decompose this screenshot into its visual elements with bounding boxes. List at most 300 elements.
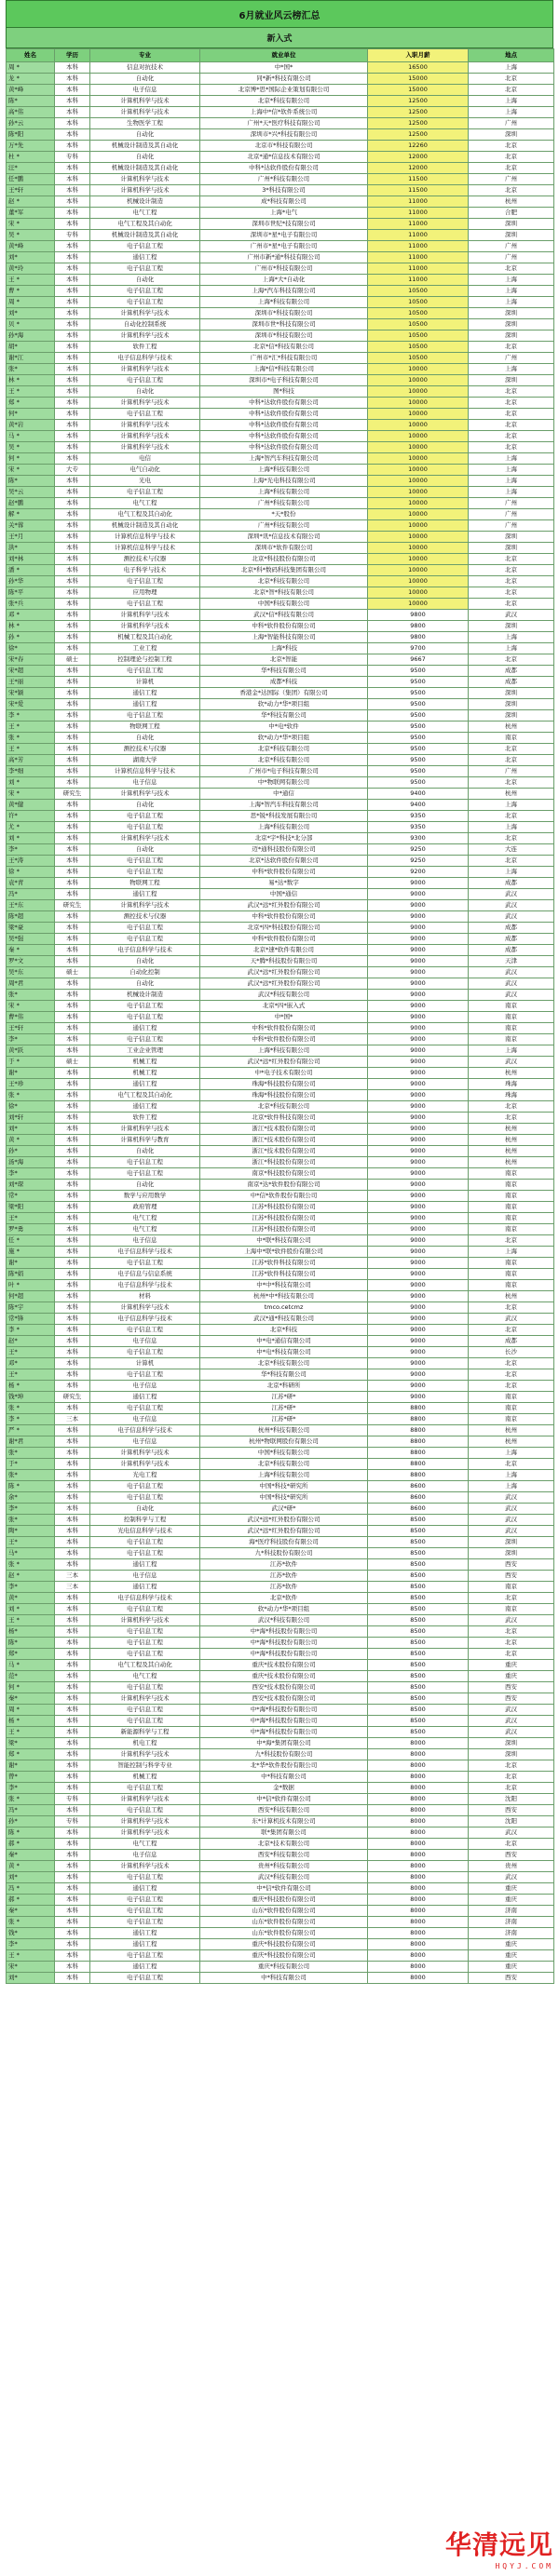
cell-employer: 中国*科技*研究所 <box>200 1481 368 1492</box>
cell-location: 南京 <box>469 1224 554 1235</box>
cell-degree: 本科 <box>55 1693 90 1705</box>
cell-location: 长沙 <box>469 1347 554 1358</box>
table-row <box>7 431 554 442</box>
cell-location: 南京 <box>469 1604 554 1615</box>
cell-salary: 9000 <box>368 1045 469 1057</box>
table-row <box>7 1101 554 1113</box>
section-title: 新入式 <box>6 28 553 48</box>
table-row <box>7 1358 554 1369</box>
cell-major: 电子信息工程 <box>90 1649 200 1660</box>
cell-salary: 8500 <box>368 1693 469 1705</box>
cell-name: 郝 * <box>7 1839 55 1850</box>
table-row <box>7 1124 554 1135</box>
cell-major: 电子信息工程 <box>90 409 200 420</box>
cell-salary: 10000 <box>368 453 469 465</box>
cell-major: 计算机科学与技术 <box>90 185 200 196</box>
cell-major: 计算机科学与技术 <box>90 1827 200 1839</box>
table-row <box>7 699 554 710</box>
table-row <box>7 1582 554 1593</box>
cell-degree: 本科 <box>55 811 90 822</box>
cell-major: 计算机科学与技术 <box>90 442 200 453</box>
cell-employer: 中科*软件股份有限公司 <box>200 911 368 923</box>
cell-name: 王*月 <box>7 532 55 543</box>
cell-major: 计算机科学与技术 <box>90 1749 200 1760</box>
cell-name: 汪* <box>7 163 55 174</box>
cell-location: 上海 <box>469 1247 554 1258</box>
cell-major: 电子信息工程 <box>90 1716 200 1727</box>
cell-degree: 本科 <box>55 163 90 174</box>
cell-salary: 9400 <box>368 800 469 811</box>
cell-name: 张*兵 <box>7 599 55 610</box>
cell-degree: 本科 <box>55 1906 90 1917</box>
cell-degree: 本科 <box>55 1168 90 1180</box>
cell-major: 通信工程 <box>90 1101 200 1113</box>
cell-name: 曹 * <box>7 286 55 297</box>
cell-degree: 本科 <box>55 688 90 699</box>
cell-degree: 本科 <box>55 330 90 342</box>
table-row <box>7 152 554 163</box>
cell-location: 上海 <box>469 275 554 286</box>
cell-name: 万*先 <box>7 141 55 152</box>
cell-location: 北京 <box>469 1760 554 1772</box>
cell-salary: 9500 <box>368 677 469 688</box>
cell-major: 光电 <box>90 476 200 487</box>
cell-salary: 9000 <box>368 1369 469 1381</box>
cell-location: 武汉 <box>469 900 554 911</box>
table-row <box>7 1906 554 1917</box>
cell-major: 电子信息工程 <box>90 1492 200 1504</box>
cell-employer: 深圳市世纪*技有限公司 <box>200 219 368 230</box>
cell-location: 北京 <box>469 1638 554 1649</box>
cell-name: 黄* <box>7 1593 55 1604</box>
table-row <box>7 129 554 141</box>
cell-degree: 本科 <box>55 1537 90 1548</box>
cell-major: 智能控制与科学专业 <box>90 1760 200 1772</box>
cell-employer: 重庆*科技有限公司 <box>200 1962 368 1973</box>
cell-degree: 本科 <box>55 543 90 554</box>
table-row <box>7 196 554 208</box>
cell-location: 南京 <box>469 1001 554 1012</box>
cell-employer: 北京*科技有限公司 <box>200 1101 368 1113</box>
cell-degree: 本科 <box>55 1470 90 1481</box>
cell-employer: 中*海*科技股份有限公司 <box>200 1626 368 1638</box>
table-row <box>7 1962 554 1973</box>
cell-location: 深圳 <box>469 688 554 699</box>
cell-employer: 广州市*星*电子有限公司 <box>200 241 368 252</box>
cell-location: 上海 <box>469 1045 554 1057</box>
cell-employer: 中科*达软件股份有限公司 <box>200 442 368 453</box>
cell-name: 王 * <box>7 1950 55 1962</box>
cell-major: 电子信息工程 <box>90 811 200 822</box>
cell-degree: 本科 <box>55 777 90 789</box>
cell-name: 刘*林 <box>7 554 55 565</box>
cell-employer: 九*科技股份有限公司 <box>200 1749 368 1760</box>
cell-location: 南京 <box>469 1023 554 1034</box>
table-row <box>7 1146 554 1157</box>
cell-name: 黄 * <box>7 1861 55 1872</box>
cell-name: 于* <box>7 1459 55 1470</box>
cell-major: 电子信息工程 <box>90 1001 200 1012</box>
cell-employer: 中*信*软件股份有限公司 <box>200 1191 368 1202</box>
table-row <box>7 1459 554 1470</box>
cell-employer: 中科*软件股份有限公司 <box>200 621 368 632</box>
cell-salary: 10000 <box>368 465 469 476</box>
cell-major: 计算机信息科学与技术 <box>90 543 200 554</box>
cell-location: 杭州 <box>469 1135 554 1146</box>
cell-major: 电子信息工程 <box>90 666 200 677</box>
cell-name: 叶 * <box>7 1280 55 1291</box>
cell-name: 李*细 <box>7 766 55 777</box>
cell-employer: 中国*科技*研究所 <box>200 1492 368 1504</box>
cell-employer: 中*电子技术有限公司 <box>200 1068 368 1079</box>
header-location: 地点 <box>469 49 554 62</box>
cell-employer: 西安*技术股份有限公司 <box>200 1693 368 1705</box>
cell-employer: 深圳市世*科技有限公司 <box>200 319 368 330</box>
cell-degree: 本科 <box>55 1671 90 1682</box>
table-row <box>7 498 554 509</box>
cell-degree: 本科 <box>55 1492 90 1504</box>
cell-employer: 深圳市*电子科技有限公司 <box>200 375 368 386</box>
cell-degree: 本科 <box>55 1638 90 1649</box>
cell-location: 深圳 <box>469 319 554 330</box>
cell-salary: 8500 <box>368 1638 469 1649</box>
cell-degree: 大专 <box>55 465 90 476</box>
cell-salary: 8000 <box>368 1861 469 1872</box>
cell-salary: 10000 <box>368 375 469 386</box>
cell-salary: 8500 <box>368 1682 469 1693</box>
cell-employer: 江苏*研* <box>200 1392 368 1403</box>
cell-name: 王*涛 <box>7 856 55 867</box>
cell-salary: 8000 <box>368 1906 469 1917</box>
cell-location: 北京 <box>469 1783 554 1794</box>
cell-degree: 本科 <box>55 509 90 520</box>
cell-degree: 本科 <box>55 409 90 420</box>
cell-degree: 本科 <box>55 96 90 107</box>
cell-name: 李* <box>7 844 55 856</box>
cell-salary: 8500 <box>368 1727 469 1738</box>
cell-name: 贝 * <box>7 319 55 330</box>
table-row <box>7 1436 554 1448</box>
cell-location: 成都 <box>469 934 554 945</box>
cell-location: 南京 <box>469 1012 554 1023</box>
cell-salary: 8000 <box>368 1794 469 1805</box>
cell-location: 武汉 <box>469 1504 554 1515</box>
cell-degree: 本科 <box>55 1012 90 1023</box>
cell-name: 孙*海 <box>7 330 55 342</box>
cell-location: 珠海 <box>469 1090 554 1101</box>
cell-employer: 成都*科技 <box>200 677 368 688</box>
table-row <box>7 107 554 118</box>
cell-location: 广州 <box>469 498 554 509</box>
table-row <box>7 1839 554 1850</box>
cell-location: 上海 <box>469 107 554 118</box>
cell-employer: 广州市*科技有限公司 <box>200 263 368 275</box>
cell-salary: 8000 <box>368 1772 469 1783</box>
table-row <box>7 476 554 487</box>
cell-location: 北京 <box>469 431 554 442</box>
table-row <box>7 141 554 152</box>
cell-degree: 本科 <box>55 733 90 744</box>
table-row <box>7 364 554 375</box>
cell-name: 王 * <box>7 386 55 398</box>
cell-employer: 上海*信*科技有限公司 <box>200 364 368 375</box>
cell-degree: 本科 <box>55 1381 90 1392</box>
cell-name: 刘* <box>7 1124 55 1135</box>
cell-employer: 山东*软件股份有限公司 <box>200 1917 368 1928</box>
cell-major: 电气工程及其自动化 <box>90 1090 200 1101</box>
table-row <box>7 342 554 353</box>
cell-name: 宋 * <box>7 465 55 476</box>
cell-salary: 8500 <box>368 1615 469 1626</box>
table-row <box>7 1895 554 1906</box>
cell-name: 宋 * <box>7 1001 55 1012</box>
spreadsheet <box>6 0 553 1984</box>
table-row <box>7 1593 554 1604</box>
cell-name: 张* <box>7 1470 55 1481</box>
cell-employer: 中科*达软件股份有限公司 <box>200 420 368 431</box>
table-row <box>7 1716 554 1727</box>
cell-major: 应用物理 <box>90 587 200 599</box>
cell-degree: 本科 <box>55 1045 90 1057</box>
cell-name: 梁* <box>7 1738 55 1749</box>
cell-location: 上海 <box>469 867 554 878</box>
cell-major: 电子信息工程 <box>90 923 200 934</box>
cell-major: 电子信息工程 <box>90 1034 200 1045</box>
cell-salary: 11000 <box>368 263 469 275</box>
table-row <box>7 1571 554 1582</box>
cell-salary: 10000 <box>368 498 469 509</box>
cell-employer: 中科*达软件股份有限公司 <box>200 163 368 174</box>
cell-major: 新能源科学与工程 <box>90 1727 200 1738</box>
cell-location: 上海 <box>469 822 554 833</box>
cell-major: 电子信息科学与技术 <box>90 1314 200 1325</box>
header-salary: 入职月薪 <box>368 49 469 62</box>
cell-location: 北京 <box>469 342 554 353</box>
table-row <box>7 1973 554 1984</box>
cell-degree: 本科 <box>55 1738 90 1749</box>
cell-salary: 9000 <box>368 1213 469 1224</box>
cell-degree: 本科 <box>55 364 90 375</box>
cell-degree: 本科 <box>55 844 90 856</box>
cell-salary: 9000 <box>368 1101 469 1113</box>
cell-name: 张 * <box>7 1559 55 1571</box>
cell-degree: 本科 <box>55 599 90 610</box>
cell-degree: 本科 <box>55 1157 90 1168</box>
cell-employer: 北京*技术有限公司 <box>200 1839 368 1850</box>
cell-major: 电气自动化 <box>90 465 200 476</box>
cell-degree: 硕士 <box>55 1057 90 1068</box>
cell-salary: 8500 <box>368 1571 469 1582</box>
cell-name: 冯* <box>7 889 55 900</box>
cell-employer: 上海*科技 <box>200 643 368 654</box>
cell-name: 何* <box>7 409 55 420</box>
cell-location: 重庆 <box>469 1660 554 1671</box>
cell-name: 梁*阳 <box>7 1202 55 1213</box>
cell-name: 刘* <box>7 308 55 319</box>
cell-major: 电子信息工程 <box>90 1347 200 1358</box>
cell-degree: 本科 <box>55 1615 90 1626</box>
cell-salary: 10500 <box>368 319 469 330</box>
cell-degree: 本科 <box>55 1180 90 1191</box>
cell-location: 深圳 <box>469 1738 554 1749</box>
cell-degree: 本科 <box>55 800 90 811</box>
cell-employer: 上海*科技有限公司 <box>200 1470 368 1481</box>
cell-name: 孙*云 <box>7 118 55 129</box>
cell-major: 计算机科学与技术 <box>90 96 200 107</box>
cell-major: 电子信息工程 <box>90 1325 200 1336</box>
cell-location: 北京 <box>469 599 554 610</box>
header-row <box>7 49 554 62</box>
cell-salary: 9667 <box>368 654 469 666</box>
cell-salary: 9500 <box>368 666 469 677</box>
table-row <box>7 800 554 811</box>
cell-location: 武汉 <box>469 1727 554 1738</box>
cell-degree: 本科 <box>55 1358 90 1369</box>
cell-location: 北京 <box>469 1358 554 1369</box>
table-row <box>7 386 554 398</box>
cell-salary: 9000 <box>368 956 469 967</box>
table-row <box>7 923 554 934</box>
cell-employer: 中*科技有限公司 <box>200 1973 368 1984</box>
cell-degree: 本科 <box>55 889 90 900</box>
cell-major: 计算机科学与技术 <box>90 1816 200 1827</box>
cell-salary: 9800 <box>368 621 469 632</box>
cell-location: 上海 <box>469 1470 554 1481</box>
cell-employer: 中*海*科技股份有限公司 <box>200 1727 368 1738</box>
cell-location: 北京 <box>469 386 554 398</box>
cell-salary: 12500 <box>368 96 469 107</box>
cell-name: 徐* <box>7 643 55 654</box>
cell-employer: 北京市*科技有限公司 <box>200 141 368 152</box>
cell-location: 贵州 <box>469 1861 554 1872</box>
cell-degree: 本科 <box>55 442 90 453</box>
cell-location: 广州 <box>469 766 554 777</box>
cell-location: 深圳 <box>469 532 554 543</box>
cell-name: 曹*伟 <box>7 1012 55 1023</box>
cell-degree: 本科 <box>55 666 90 677</box>
cell-name: 黄*岩 <box>7 420 55 431</box>
cell-location: 上海 <box>469 297 554 308</box>
table-row <box>7 789 554 800</box>
cell-degree: 本科 <box>55 1369 90 1381</box>
header-employer: 就业单位 <box>200 49 368 62</box>
cell-major: 计算机科学与技术 <box>90 364 200 375</box>
cell-location: 成都 <box>469 923 554 934</box>
table-row <box>7 1950 554 1962</box>
cell-employer: 北京*速*软件有限公司 <box>200 945 368 956</box>
table-row <box>7 1325 554 1336</box>
cell-major: 电子信息工程 <box>90 822 200 833</box>
cell-major: 电子信息工程 <box>90 867 200 878</box>
cell-salary: 8000 <box>368 1950 469 1962</box>
cell-location: 广州 <box>469 353 554 364</box>
cell-salary: 15000 <box>368 74 469 85</box>
cell-major: 计算机科学与技术 <box>90 398 200 409</box>
cell-employer: 中*海*科技股份有限公司 <box>200 1649 368 1660</box>
cell-major: 电子信息工程 <box>90 710 200 722</box>
table-row <box>7 1559 554 1571</box>
cell-location: 深圳 <box>469 699 554 710</box>
cell-name: 马 * <box>7 1660 55 1671</box>
cell-location: 上海 <box>469 800 554 811</box>
cell-location: 西安 <box>469 1973 554 1984</box>
cell-salary: 9000 <box>368 1291 469 1302</box>
cell-major: 自动化 <box>90 800 200 811</box>
cell-degree: 本科 <box>55 431 90 442</box>
cell-degree: 本科 <box>55 308 90 319</box>
cell-name: 常* <box>7 1191 55 1202</box>
cell-employer: 海*医疗科技股份有限公司 <box>200 1537 368 1548</box>
cell-employer: 武汉*远*红外股份有限公司 <box>200 967 368 978</box>
cell-employer: 中*国* <box>200 1012 368 1023</box>
cell-degree: 本科 <box>55 1705 90 1716</box>
cell-salary: 9000 <box>368 1146 469 1157</box>
cell-name: 宋* <box>7 1962 55 1973</box>
table-row <box>7 1369 554 1381</box>
cell-employer: 北京*信*科技有限公司 <box>200 342 368 353</box>
cell-name: 高*芳 <box>7 755 55 766</box>
cell-location: 武汉 <box>469 1615 554 1626</box>
cell-location: 广州 <box>469 520 554 532</box>
cell-employer: 杭州*科技有限公司 <box>200 1425 368 1436</box>
cell-major: 机电工程 <box>90 1738 200 1749</box>
cell-major: 自动化 <box>90 978 200 990</box>
cell-degree: 本科 <box>55 990 90 1001</box>
cell-degree: 本科 <box>55 1314 90 1325</box>
cell-location: 北京 <box>469 654 554 666</box>
cell-degree: 本科 <box>55 1805 90 1816</box>
table-row <box>7 163 554 174</box>
table-row <box>7 286 554 297</box>
cell-location: 天津 <box>469 956 554 967</box>
cell-salary: 9500 <box>368 699 469 710</box>
cell-employer: 广州市*汇*科技有限公司 <box>200 353 368 364</box>
table-row <box>7 118 554 129</box>
cell-employer: 北京*宇*科技*北分部 <box>200 833 368 844</box>
cell-name: 吴*强 <box>7 934 55 945</box>
table-row <box>7 543 554 554</box>
cell-employer: 北京*通*信息技术有限公司 <box>200 152 368 163</box>
cell-major: 电子信息工程 <box>90 297 200 308</box>
cell-employer: 北京*科技股份有限公司 <box>200 554 368 565</box>
cell-name: 李* <box>7 1034 55 1045</box>
cell-name: 董*军 <box>7 208 55 219</box>
cell-employer: 武汉*科技有限公司 <box>200 990 368 1001</box>
table-row <box>7 889 554 900</box>
table-row <box>7 990 554 1001</box>
cell-location: 深圳 <box>469 129 554 141</box>
table-body <box>7 62 554 1984</box>
table-row <box>7 1928 554 1939</box>
cell-degree: 本科 <box>55 1079 90 1090</box>
cell-major: 电子信息工程 <box>90 241 200 252</box>
table-row <box>7 1850 554 1861</box>
cell-name: 宋*春 <box>7 654 55 666</box>
cell-name: 李 * <box>7 710 55 722</box>
cell-name: 王 * <box>7 1727 55 1738</box>
cell-employer: 广州*科技有限公司 <box>200 174 368 185</box>
cell-employer: 中*科技有限公司 <box>200 1772 368 1783</box>
cell-name: 杜 * <box>7 152 55 163</box>
table-row <box>7 1649 554 1660</box>
cell-name: 冯* <box>7 1805 55 1816</box>
cell-degree: 本科 <box>55 74 90 85</box>
cell-degree: 本科 <box>55 85 90 96</box>
cell-major: 电子信息工程 <box>90 576 200 587</box>
cell-name: 张 * <box>7 733 55 744</box>
cell-location: 沈阳 <box>469 1816 554 1827</box>
cell-degree: 本科 <box>55 129 90 141</box>
